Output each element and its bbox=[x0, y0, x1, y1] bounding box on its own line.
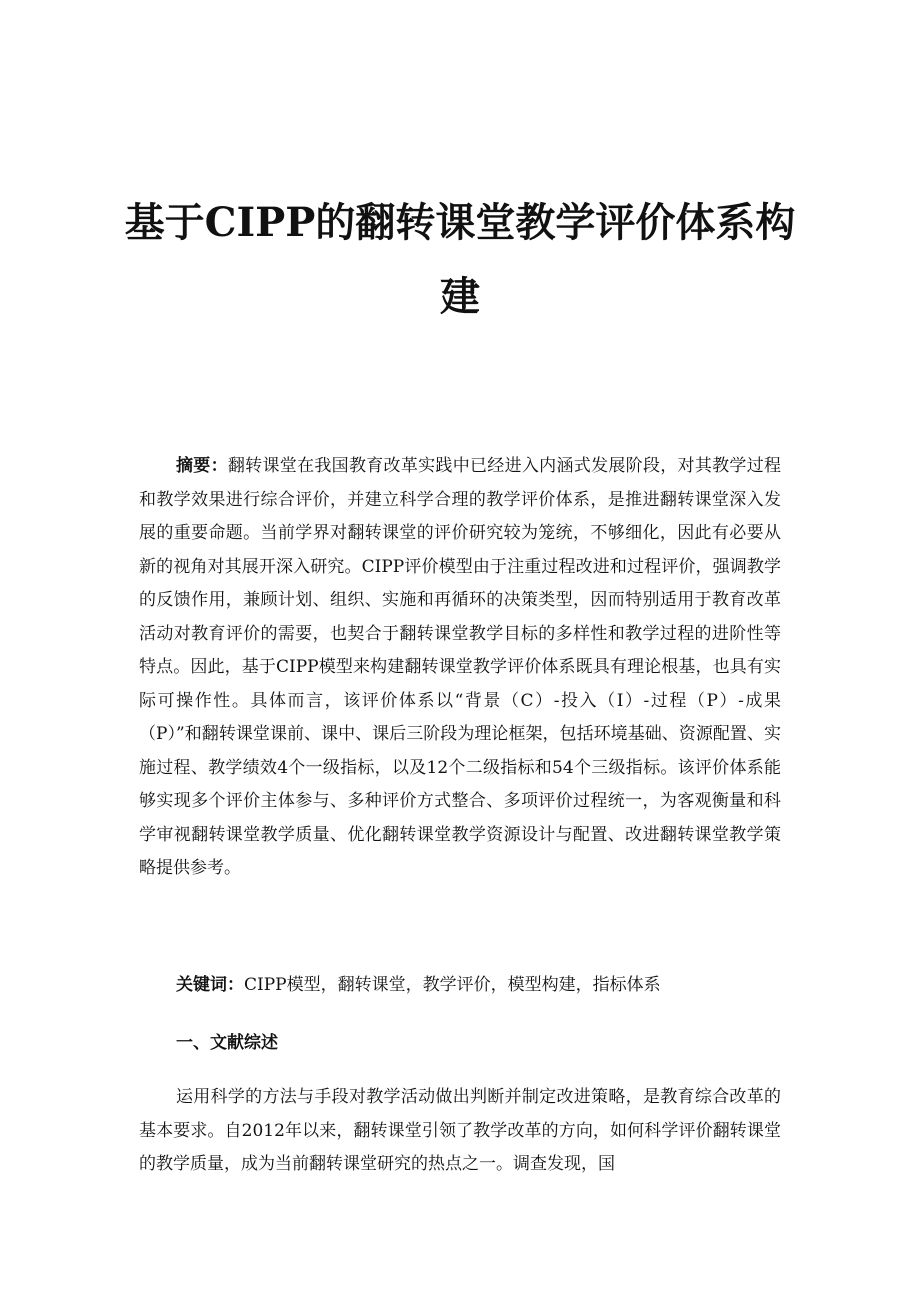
abstract bbox=[139, 450, 781, 886]
section-paragraph: 运用科学的方法与手段对教学活动做出判断并制定改进策略，是教育综合改革的基本要求。自2012年以来，翻转课堂引领了教学改革的方向，如何科学评价翻转课堂的教学质量，成为当前翻转课堂研究的热点之一。调查发现，国 bbox=[139, 1087, 781, 1174]
abstract-text: 翻转课堂在我国教育改革实践中已经进入内涵式发展阶段，对其教学过程和教学效果进行综合评价，并建立科学合理的教学评价体系，是推进翻转课堂深入发展的重要命题。当前学界对翻转课堂的评价研究较为笼统，不够细化，因此有必要从新的视角对其展开深入研究。CIPP评价模型由于注重过程改进和过程评价，强调教学的反馈作用，兼顾计划、组织、实施和再循环的决策类型，因而特别适用于教育改革活动对教育评价的需要，也契合于翻转课堂教学目标的多样性和教学过程的进阶性等特点。因此，基于CIPP模型来构建翻转课堂教学评价体系既具有理论根基，也具有实际可操作性。具体而言，该评价体系以“背景（C）-投入（I）-过程（P）-成果（P）”和翻转课堂课前、课中、课后三阶段为理论框架，包括环境基础、资源配置、实施过程、教学绩效4个一级指标，以及12个二级指标和54个三级指标。该评价体系能够实现多个评价主体参与、多种评价方式整合、多项评价过程统一，为客观衡量和科学审视翻转课堂教学质量、优化翻转课堂教学资源设计与配置、改进翻转课堂教学策略提供参考。 bbox=[139, 456, 782, 878]
abstract-label: 摘要： bbox=[176, 456, 228, 476]
keywords-text: CIPP模型，翻转课堂，教学评价，模型构建，指标体系 bbox=[244, 975, 661, 995]
keywords-label: 关键词： bbox=[176, 975, 244, 995]
document-title: 基于CIPP的翻转课堂教学评价体系构建 bbox=[124, 199, 796, 320]
keywords bbox=[139, 969, 781, 1003]
section-heading: 一、文献综述 bbox=[176, 1033, 278, 1053]
